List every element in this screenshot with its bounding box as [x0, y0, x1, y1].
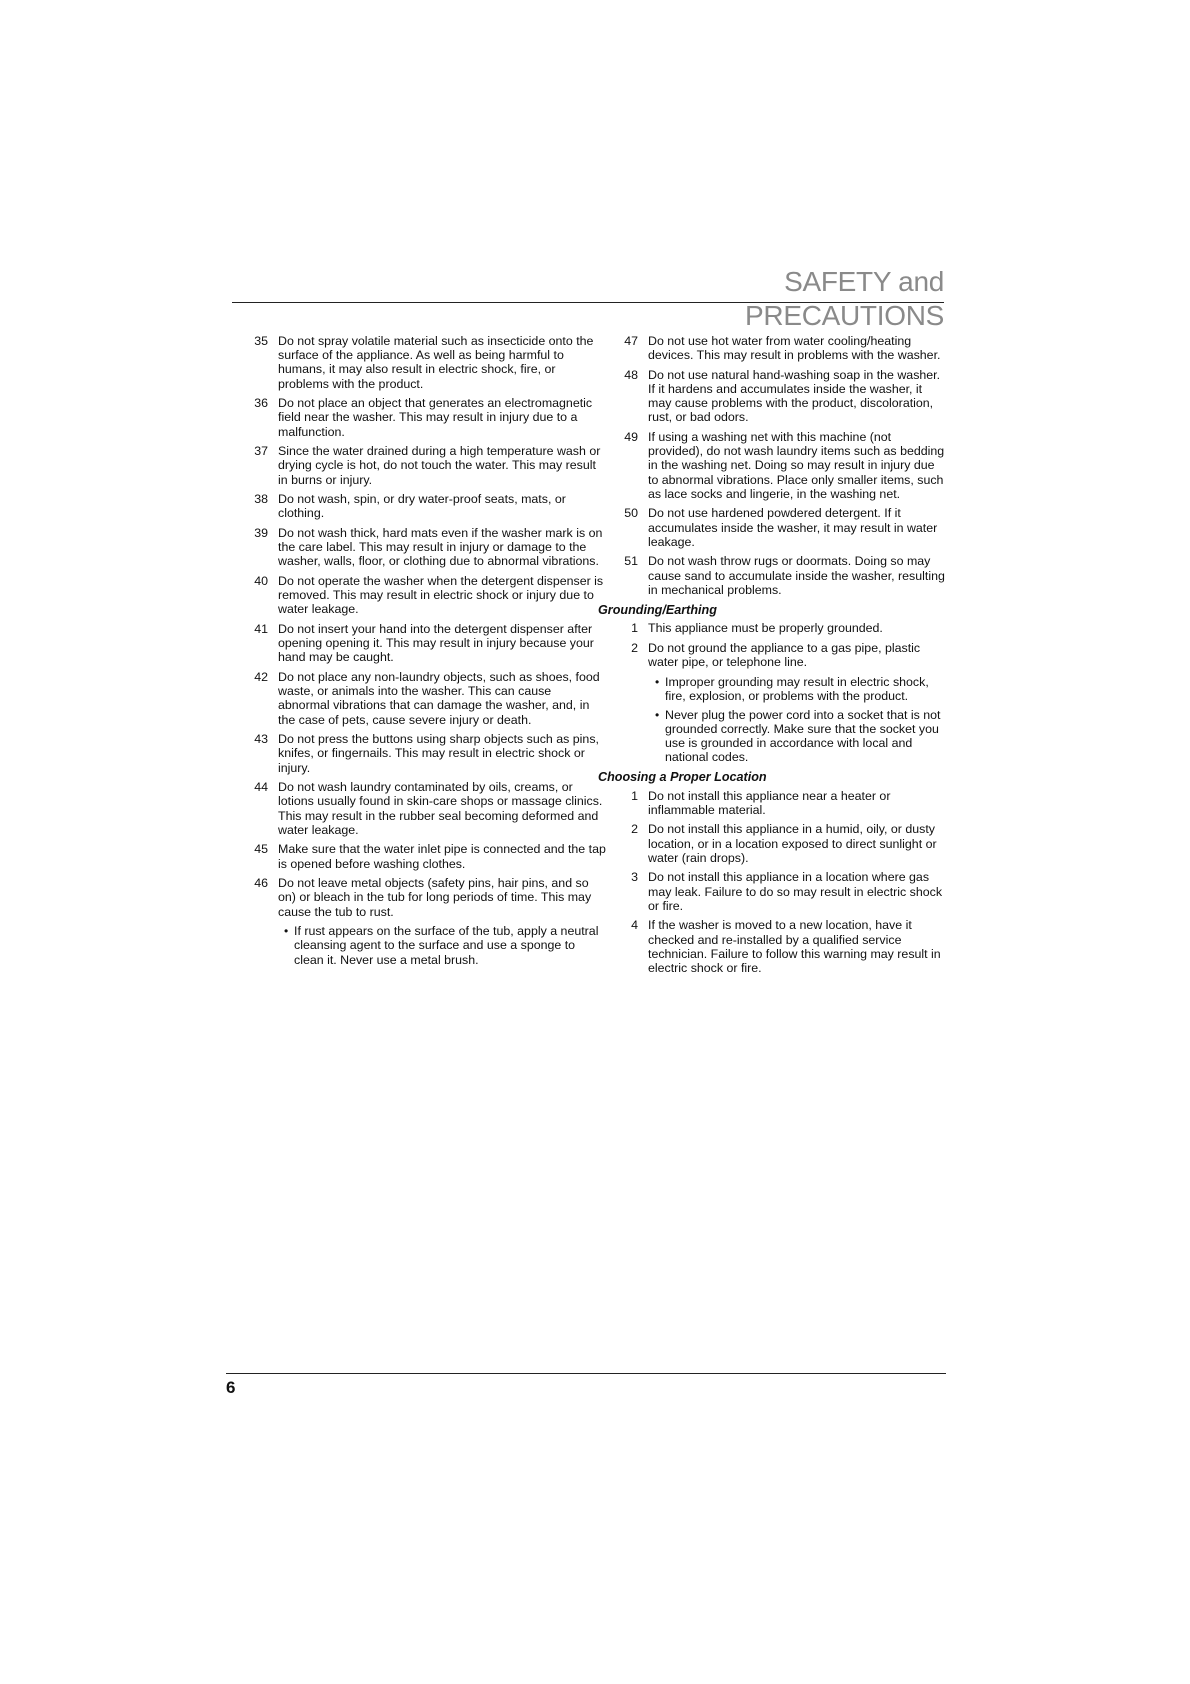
item-text: Do not install this appliance in a location where gas may leak. Failure to do so may result in electric shock or fire. [648, 870, 943, 913]
list-item [246, 444, 606, 487]
list-item [598, 641, 946, 669]
item-number: 51 [624, 554, 638, 569]
item-number: 2 [631, 640, 638, 655]
item-text: Do not wash thick, hard mats even if the washer mark is on the care label. This may result in injury or damage to the washer, walls, floor, or clothing due to abnormal vibrations. [278, 526, 603, 569]
list-item [598, 621, 946, 635]
item-number: 44 [254, 780, 268, 795]
bullet-item [284, 924, 606, 967]
item-text: Do not operate the washer when the detergent dispenser is removed. This may result in electric shock or injury due to water leakage. [278, 574, 604, 617]
list-item [246, 396, 606, 439]
item-text: Do not place an object that generates an electromagnetic field near the washer. This may result in injury due to a malfunction. [278, 396, 593, 439]
page-title: SAFETY and PRECAUTIONS [745, 266, 944, 331]
bullet-dot-icon: • [284, 924, 289, 939]
item-number: 43 [254, 732, 268, 747]
list-item [246, 574, 606, 617]
item-text: Since the water drained during a high temperature wash or drying cycle is hot, do not touch the water. This may result in burns or injury. [278, 444, 601, 487]
item-text: Do not wash throw rugs or doormats. Doing so may cause sand to accumulate inside the washer, resulting in mechanical problems. [648, 554, 945, 597]
item-number: 36 [254, 396, 268, 411]
item-text: Do not leave metal objects (safety pins, hair pins, and so on) or bleach in the tub for long periods of time. This may cause the tub to rust. [278, 876, 592, 919]
list-item [598, 506, 946, 549]
item-number: 42 [254, 670, 268, 684]
item-number: 2 [631, 822, 638, 837]
item-text: Do not wash, spin, or dry water-proof seats, mats, or clothing. [278, 492, 566, 521]
list-item [246, 670, 606, 727]
item-number: 48 [624, 367, 638, 382]
bullet-item [655, 675, 946, 703]
list-item [246, 780, 606, 837]
item-number: 35 [254, 334, 268, 348]
left-column [246, 334, 606, 971]
item-number: 45 [254, 842, 268, 857]
item-text: Do not ground the appliance to a gas pipe, plastic water pipe, or telephone line. [648, 640, 921, 670]
item-number: 1 [631, 788, 638, 803]
bullet-text: Improper grounding may result in electric shock, fire, explosion, or problems with the product. [665, 674, 929, 703]
list-item [598, 554, 946, 597]
list-item [246, 732, 606, 775]
bullet-dot-icon: • [655, 707, 660, 722]
list-item [598, 430, 946, 501]
page-number: 6 [226, 1378, 236, 1397]
item-text: Do not use natural hand-washing soap in the washer. If it hardens and accumulates inside the washer, it may cause problems with the product, discoloration, rust, or bad odors. [648, 367, 941, 425]
item-text: Do not install this appliance near a heater or inflammable material. [648, 788, 891, 817]
item-text: Do not install this appliance in a humid, oily, or dusty location, or in a location exposed to direct sunlight or water (rain drops). [648, 822, 937, 865]
item-text: This appliance must be properly grounded. [648, 621, 883, 636]
header-divider [232, 302, 944, 303]
item-number: 38 [254, 492, 268, 507]
item-text: Do not wash laundry contaminated by oils, creams, or lotions usually found in skin-care shops or massage clinics. This may result in the rubber seal becoming deformed and water leakage. [278, 780, 603, 837]
right-column [598, 334, 946, 981]
item-text: Do not spray volatile material such as insecticide onto the surface of the appliance. As well as being harmful to humans, it may also result in electric shock, fire, or problems with the product. [278, 334, 594, 391]
list-item [598, 918, 946, 975]
bullet-item [655, 708, 946, 765]
list-item [598, 368, 946, 425]
item-text: Make sure that the water inlet pipe is connected and the tap is opened before washing clothes. [278, 842, 606, 871]
item-text: If using a washing net with this machine (not provided), do not wash laundry items such as bedding in the washing net. Doing so may result in injury due to abnormal vibrations. Place only smaller items, such as lace socks and lingerie, in the washing net. [648, 430, 945, 501]
item-number: 3 [631, 870, 638, 885]
list-item [246, 876, 606, 919]
list-item [598, 870, 946, 913]
item-number: 1 [631, 621, 638, 636]
list-item [246, 492, 606, 520]
item-number: 50 [624, 506, 638, 521]
item-text: Do not place any non-laundry objects, such as shoes, food waste, or animals into the washer. This can cause abnormal vibrations that can damage the washer, and, in the case of pets, cause severe injury or death. [278, 670, 600, 727]
item-text: If the washer is moved to a new location, have it checked and re-installed by a qualified service technician. Failure to follow this warning may result in electric shock or fire. [648, 918, 941, 976]
item-number: 40 [254, 574, 268, 588]
item-text: Do not use hot water from water cooling/heating devices. This may result in problems with the washer. [648, 334, 941, 363]
footer-divider [226, 1373, 946, 1374]
bullet-text: Never plug the power cord into a socket that is not grounded correctly. Make sure that the socket you use is grounded in accordance with local and national codes. [665, 707, 941, 765]
section-heading-grounding: Grounding/Earthing [598, 603, 717, 618]
item-number: 47 [624, 334, 638, 348]
item-number: 41 [254, 622, 268, 636]
list-item [246, 334, 606, 391]
bullet-text: If rust appears on the surface of the tub, apply a neutral cleansing agent to the surface and use a sponge to clean it. Never use a metal brush. [294, 924, 599, 967]
list-item [598, 334, 946, 362]
list-item [246, 622, 606, 665]
list-item [246, 842, 606, 870]
item-number: 4 [631, 918, 638, 933]
item-text: Do not press the buttons using sharp objects such as pins, knifes, or fingernails. This may result in electric shock or injury. [278, 732, 599, 775]
section-heading-location: Choosing a Proper Location [598, 770, 767, 785]
item-number: 39 [254, 526, 268, 540]
list-item [598, 822, 946, 865]
list-item [246, 526, 606, 569]
list-item [598, 789, 946, 817]
bullet-dot-icon: • [655, 674, 660, 689]
item-number: 37 [254, 444, 268, 459]
item-text: Do not insert your hand into the detergent dispenser after opening opening it. This may result in injury because your hand may be caught. [278, 622, 594, 665]
item-number: 46 [254, 876, 268, 891]
item-text: Do not use hardened powdered detergent. If it accumulates inside the washer, it may result in water leakage. [648, 506, 938, 549]
item-number: 49 [624, 430, 638, 444]
